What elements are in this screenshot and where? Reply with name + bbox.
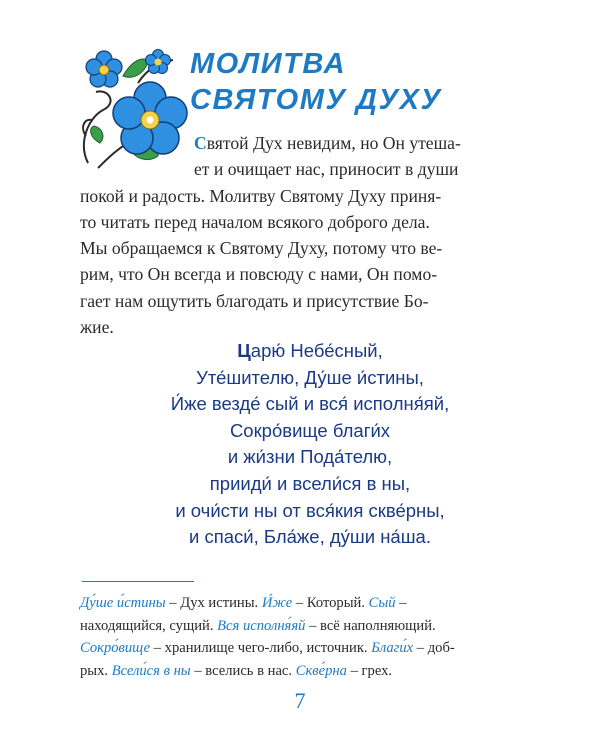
glossary-definition: –	[395, 595, 407, 611]
title-line-1: МОЛИТВА	[190, 48, 347, 80]
intro-line: Святой Дух невидим, но Он утеша-	[194, 133, 461, 153]
glossary-definition: – грех.	[346, 662, 393, 679]
prayer-line: И́же везде́ сый и вся́ исполня́яй,	[170, 393, 450, 415]
intro-line: ет и очищает нас, приносит в души	[194, 159, 459, 180]
title-line-2: СВЯТОМУ ДУХУ	[190, 84, 442, 116]
glossary-definition: – вселись в нас.	[190, 662, 296, 679]
intro-paragraph	[80, 130, 530, 340]
glossary-term: Сый	[368, 595, 396, 611]
glossary-term: Вся исполня́яй	[217, 617, 306, 634]
glossary-line	[80, 615, 520, 638]
glossary-line	[80, 660, 520, 683]
prayer-line: и очи́сти ны от вся́кия скве́рны,	[175, 499, 445, 521]
prayer-line: и спаси́, Бла́же, ду́ши на́ша.	[189, 526, 431, 548]
glossary-line	[80, 592, 520, 615]
glossary-definition: находящийся, сущий.	[80, 617, 218, 634]
intro-line: жие.	[80, 317, 114, 338]
glossary-term: Сокро́вище	[80, 640, 151, 656]
prayer-line: Уте́шителю, Ду́ше и́стины,	[196, 366, 424, 388]
glossary-definition: – хранилище чего-либо, источник.	[150, 640, 372, 656]
glossary-term: Скве́рна	[295, 662, 347, 679]
intro-line: гает нам ощутить благодать и присутствие Бо-	[80, 290, 429, 311]
prayer-first-letter: Ц	[237, 340, 251, 361]
intro-line: Мы обращаемся к Святому Духу, потому что ве-	[80, 238, 443, 259]
glossary-term: Благи́х	[371, 640, 414, 656]
prayer-line: и жи́зни Пода́телю,	[227, 446, 393, 468]
glossary	[80, 592, 520, 682]
page-number: 7	[294, 688, 306, 713]
prayer-text	[120, 338, 500, 551]
glossary-definition: – Который.	[292, 595, 369, 611]
glossary-term: Ду́ше и́стины	[80, 595, 166, 611]
glossary-definition: – всё наполняющий.	[305, 617, 436, 634]
prayer-line: Царю́ Небе́сный,	[237, 340, 383, 361]
glossary-line	[80, 637, 520, 660]
footnote-divider	[82, 581, 194, 582]
intro-line: то читать перед началом всякого доброго дела.	[80, 211, 430, 232]
intro-line: покой и радость. Молитву Святому Духу приня-	[80, 185, 442, 206]
page-title	[190, 46, 442, 118]
drop-cap: С	[194, 133, 207, 153]
glossary-definition: рых.	[80, 662, 112, 679]
glossary-term: И́же	[261, 595, 293, 611]
prayer-line: прииди́ и всели́ся в ны,	[209, 472, 411, 494]
glossary-definition: – доб-	[413, 640, 455, 656]
glossary-definition: – Дух истины.	[165, 595, 262, 611]
glossary-term: Всели́ся в ны	[111, 662, 191, 679]
prayer-line: Сокро́вище благи́х	[229, 419, 391, 441]
intro-line: рим, что Он всегда и повсюду с нами, Он помо-	[80, 264, 438, 285]
